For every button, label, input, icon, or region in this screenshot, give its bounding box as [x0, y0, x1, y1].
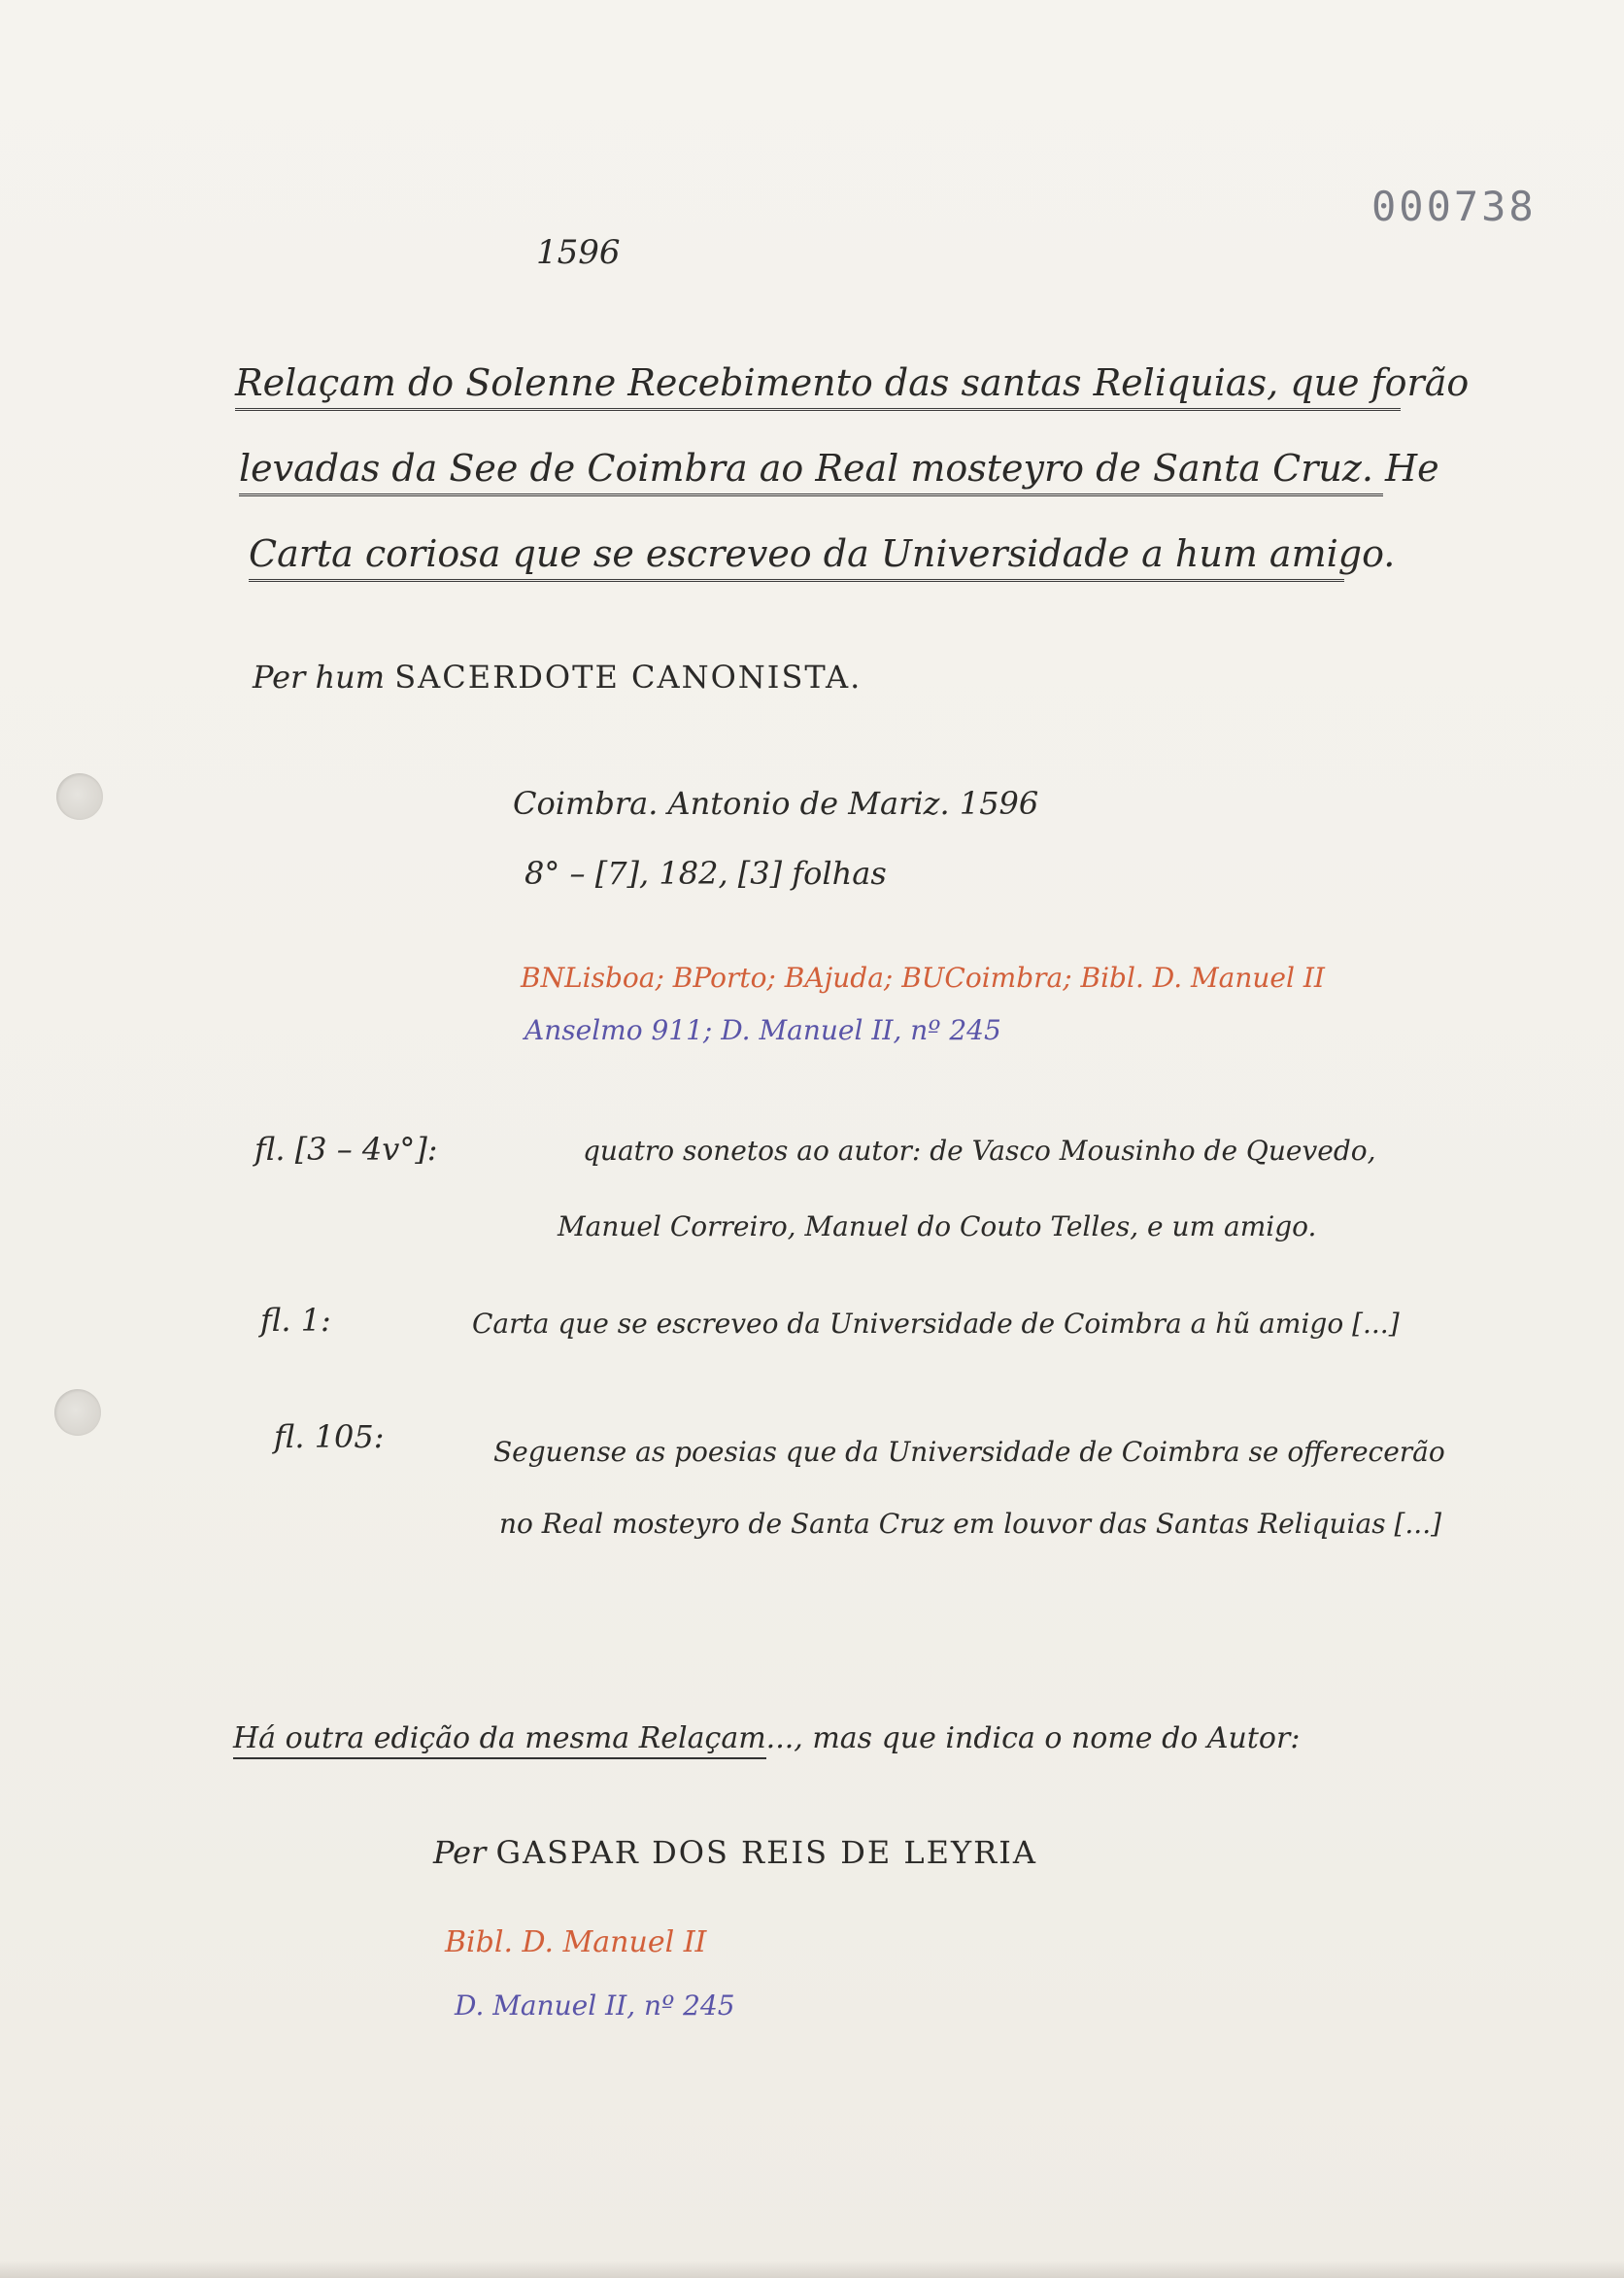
other-author-line — [433, 1834, 1037, 1871]
references-line: Anselmo 911; D. Manuel II, nº 245 — [524, 1014, 1001, 1046]
note-2-folio: fl. 1: — [260, 1302, 331, 1339]
other-edition-rest: ..., mas que indica o nome do Autor: — [765, 1721, 1301, 1755]
title-line-1: Relaçam do Solenne Recebimento das santas Reliquias, que forão — [235, 361, 1401, 411]
note-1-text-line-2: Manuel Correiro, Manuel do Couto Telles, e um amigo. — [558, 1210, 1317, 1242]
note-3-text-line-1: Seguense as poesias que da Universidade de Coimbra se offerecerão — [493, 1436, 1445, 1468]
other-author-name: GASPAR DOS REIS DE LEYRIA — [495, 1834, 1037, 1871]
note-3-text-line-2: no Real mosteyro de Santa Cruz em louvor das Santas Reliquias [...] — [499, 1508, 1442, 1540]
author-prefix: Per hum — [253, 659, 386, 696]
author-name: SACERDOTE CANONISTA. — [394, 659, 863, 696]
other-edition-line — [233, 1721, 1300, 1755]
other-edition-underlined: Há outra edição da mesma Relaçam — [233, 1721, 766, 1759]
note-1-text-line-1: quatro sonetos ao autor: de Vasco Mousinho de Quevedo, — [583, 1135, 1376, 1167]
punch-hole-bottom — [54, 1389, 101, 1436]
title-line-2: levadas da See de Coimbra ao Real mosteyro de Santa Cruz. He — [239, 447, 1383, 496]
collation-line: 8° – [7], 182, [3] folhas — [524, 855, 887, 892]
holdings-line: BNLisboa; BPorto; BAjuda; BUCoimbra; Bibl. D. Manuel II — [521, 962, 1325, 994]
title-line-3: Carta coriosa que se escreveo da Universidade a hum amigo. — [249, 532, 1344, 582]
note-1-folio: fl. [3 – 4v°]: — [254, 1131, 438, 1168]
other-references-line: D. Manuel II, nº 245 — [455, 1989, 735, 2022]
other-author-prefix: Per — [433, 1834, 487, 1871]
note-2-text-line-1: Carta que se escreveo da Universidade de Coimbra a hũ amigo [...] — [472, 1308, 1400, 1340]
imprint-line: Coimbra. Antonio de Mariz. 1596 — [513, 785, 1039, 822]
punch-hole-top — [56, 773, 103, 820]
page-bottom-edge — [0, 2261, 1624, 2278]
author-line — [253, 659, 862, 696]
note-3-folio: fl. 105: — [274, 1418, 385, 1455]
year-heading: 1596 — [536, 233, 621, 272]
catalog-number-stamp: 000738 — [1371, 183, 1537, 230]
other-holdings-line: Bibl. D. Manuel II — [445, 1925, 707, 1959]
